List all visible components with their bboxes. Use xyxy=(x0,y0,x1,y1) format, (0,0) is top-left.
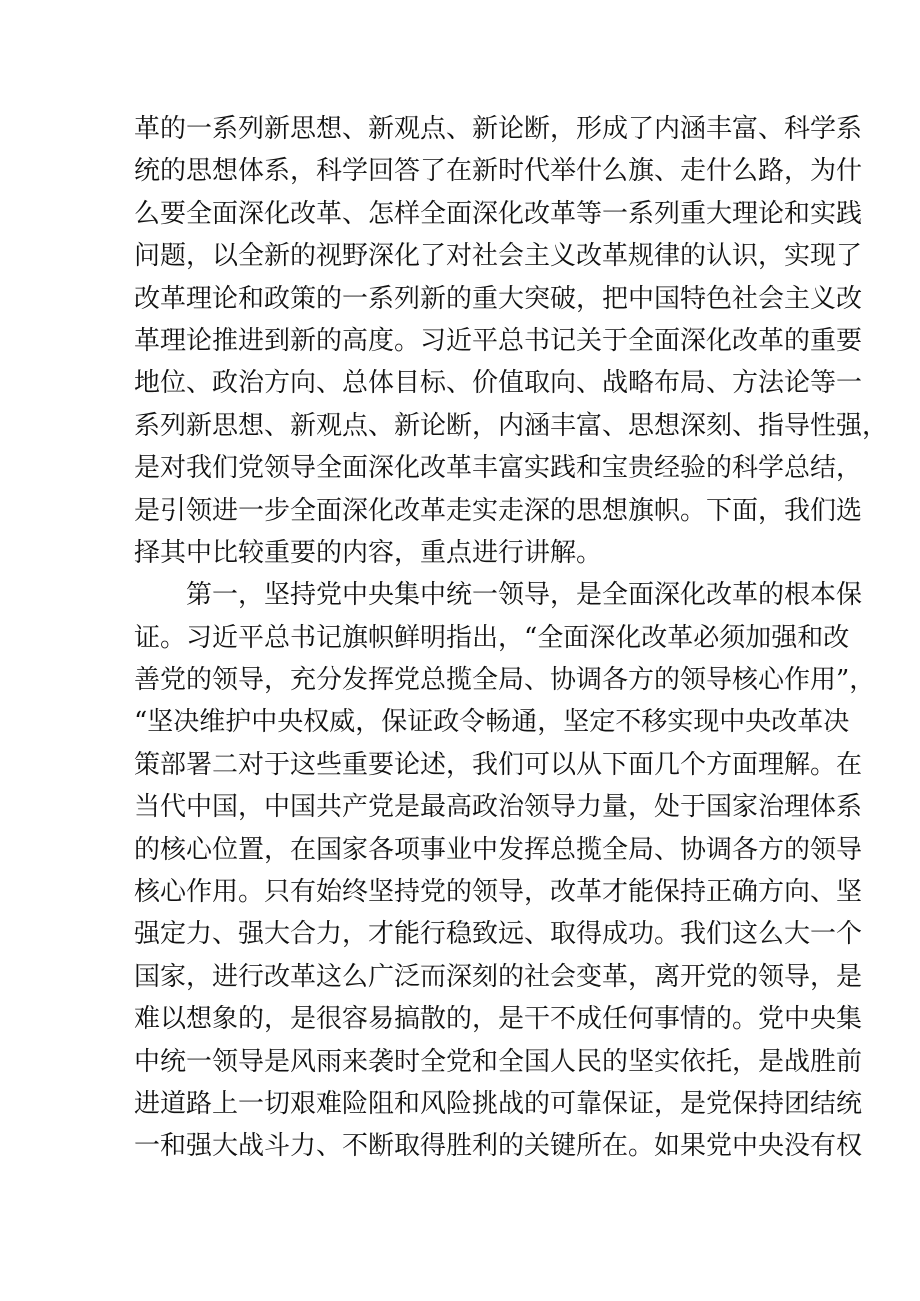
text-line: 改革理论和政策的一系列新的重大突破，把中国特色社会主义改 xyxy=(134,283,863,314)
text-line: 进道路上一切艰难险阻和风险挑战的可靠保证，是党保持团结统 xyxy=(134,1088,863,1119)
text-line: 革理论推进到新的高度。习近平总书记关于全面深化改革的重要 xyxy=(134,325,863,356)
text-line: 证。习近平总书记旗帜鲜明指出，“全面深化改革必须加强和改 xyxy=(134,622,850,653)
text-line: 是对我们党领导全面深化改革丰富实践和宝贵经验的科学总结， xyxy=(134,453,863,484)
text-line: 的核心位置，在国家各项事业中发挥总揽全局、协调各方的领导 xyxy=(134,834,863,865)
text-line: “坚决维护中央权威，保证政令畅通，坚定不移实现中央改革决 xyxy=(134,707,850,738)
text-line: 问题，以全新的视野深化了对社会主义改革规律的认识，实现了 xyxy=(134,241,863,272)
text-line: 系列新思想、新观点、新论断，内涵丰富、思想深刻、指导性强， xyxy=(134,410,889,441)
text-line: 统的思想体系，科学回答了在新时代举什么旗、走什么路，为什 xyxy=(134,156,863,187)
text-line: 策部署二对于这些重要论述，我们可以从下面几个方面理解。在 xyxy=(134,749,863,780)
text-line: 一和强大战斗力、不断取得胜利的关键所在。如果党中央没有权 xyxy=(134,1131,863,1162)
text-line: 么要全面深化改革、怎样全面深化改革等一系列重大理论和实践 xyxy=(134,198,863,229)
paragraph-end-line: 择其中比较重要的内容，重点进行讲解。 xyxy=(134,537,603,568)
text-line: 当代中国，中国共产党是最高政治领导力量，处于国家治理体系 xyxy=(134,792,863,823)
text-line: 革的一系列新思想、新观点、新论断，形成了内涵丰富、科学系 xyxy=(134,114,863,144)
text-line: 善党的领导，充分发挥党总揽全局、协调各方的领导核心作用”， xyxy=(134,665,876,696)
text-line: 地位、政治方向、总体目标、价值取向、战略布局、方法论等一 xyxy=(134,368,863,399)
paragraph-first-line: 第一，坚持党中央集中统一领导，是全面深化改革的根本保 xyxy=(186,580,863,611)
text-line: 中统一领导是风雨来袭时全党和全国人民的坚实依托，是战胜前 xyxy=(134,1046,863,1077)
body-text xyxy=(134,108,889,1168)
text-line: 强定力、强大合力，才能行稳致远、取得成功。我们这么大一个 xyxy=(134,919,863,950)
text-line: 国家，进行改革这么广泛而深刻的社会变革，离开党的领导，是 xyxy=(134,961,863,992)
text-line: 难以想象的，是很容易搞散的，是干不成任何事情的。党中央集 xyxy=(134,1004,863,1035)
text-line: 是引领进一步全面深化改革走实走深的思想旗帜。下面，我们选 xyxy=(134,495,863,526)
text-line: 核心作用。只有始终坚持党的领导，改革才能保持正确方向、坚 xyxy=(134,877,863,908)
